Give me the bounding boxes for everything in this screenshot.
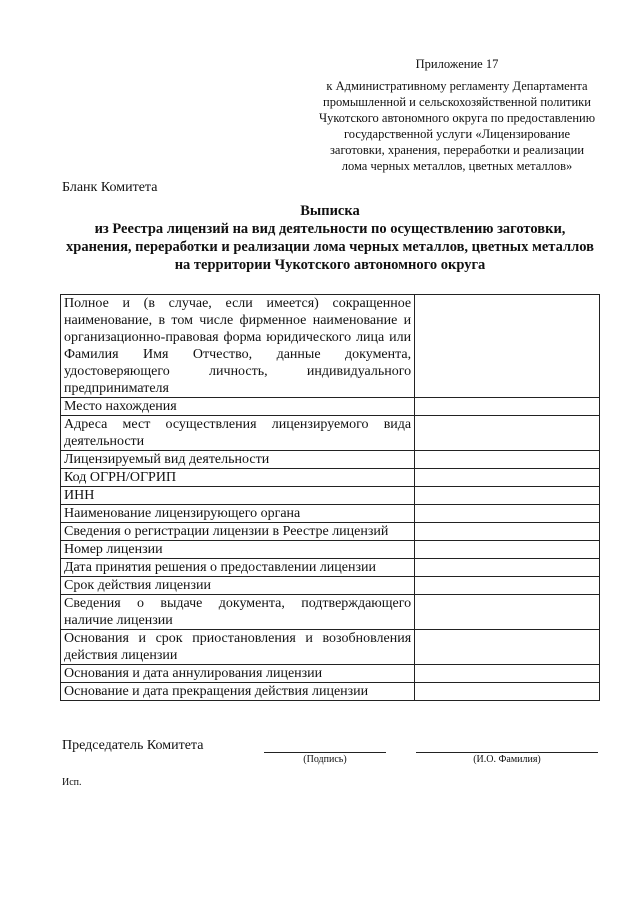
row-value — [415, 398, 600, 416]
row-label: Срок действия лицензии — [61, 577, 415, 595]
chair-label: Председатель Комитета — [62, 738, 204, 753]
table-row — [61, 487, 600, 505]
table-row — [61, 595, 600, 630]
row-label: Сведения о регистрации лицензии в Реестре лицензий — [61, 523, 415, 541]
row-label: Лицензируемый вид деятельности — [61, 451, 415, 469]
row-value — [415, 523, 600, 541]
row-label: Код ОГРН/ОГРИП — [61, 469, 415, 487]
table-row — [61, 451, 600, 469]
row-label: Адреса мест осуществления лицензируемого вида деятельности — [61, 416, 415, 451]
appendix-text: к Административному регламенту Департамента промышленной и сельскохозяйственной политики Чукотского автономного округа по предоставлению государственной услуги «Лицензирование заготовки, хранения, переработки и реализации лома черных металлов, цветных металлов» — [318, 79, 596, 173]
table-row — [61, 665, 600, 683]
row-value — [415, 577, 600, 595]
table-row — [61, 541, 600, 559]
row-label: Основания и дата аннулирования лицензии — [61, 665, 415, 683]
row-label: Сведения о выдаче документа, подтверждающего наличие лицензии — [61, 595, 415, 630]
table-row — [61, 398, 600, 416]
table-row — [61, 559, 600, 577]
row-value — [415, 683, 600, 701]
title-sub: из Реестра лицензий на вид деятельности по осуществлению заготовки, хранения, переработки и реализации лома черных металлов, цветных металлов на территории Чукотского автономного округа — [66, 221, 594, 273]
row-value — [415, 295, 600, 398]
table-row — [61, 630, 600, 665]
row-value — [415, 505, 600, 523]
row-value — [415, 595, 600, 630]
row-value — [415, 451, 600, 469]
row-label: Основание и дата прекращения действия лицензии — [61, 683, 415, 701]
name-line — [416, 752, 598, 753]
row-label: Полное и (в случае, если имеется) сокращенное наименование, в том числе фирменное наименование и организационно-правовая форма юридического лица или Фамилия Имя Отчество, данные документа, удостоверяющего личность, индивидуального предпринимателя — [61, 295, 415, 398]
row-value — [415, 559, 600, 577]
appendix-block — [316, 56, 598, 174]
document-title — [62, 202, 598, 274]
row-label: Место нахождения — [61, 398, 415, 416]
name-caption: (И.О. Фамилия) — [473, 754, 541, 765]
row-value — [415, 665, 600, 683]
row-label: Основания и срок приостановления и возобновления действия лицензии — [61, 630, 415, 665]
table-row — [61, 469, 600, 487]
table-row — [61, 577, 600, 595]
title-main: Выписка — [300, 203, 360, 219]
row-label: ИНН — [61, 487, 415, 505]
table-row — [61, 523, 600, 541]
appendix-number: Приложение 17 — [415, 57, 499, 71]
registry-table — [60, 294, 600, 701]
signature-caption: (Подпись) — [303, 754, 347, 765]
blank-label: Бланк Комитета — [62, 180, 158, 195]
row-value — [415, 630, 600, 665]
executor-label: Исп. — [62, 777, 82, 788]
table-row — [61, 505, 600, 523]
table-row — [61, 683, 600, 701]
row-value — [415, 487, 600, 505]
signature-line — [264, 752, 386, 753]
row-label: Дата принятия решения о предоставлении лицензии — [61, 559, 415, 577]
table-row — [61, 416, 600, 451]
row-label: Наименование лицензирующего органа — [61, 505, 415, 523]
row-label: Номер лицензии — [61, 541, 415, 559]
table-row — [61, 295, 600, 398]
row-value — [415, 469, 600, 487]
row-value — [415, 416, 600, 451]
row-value — [415, 541, 600, 559]
